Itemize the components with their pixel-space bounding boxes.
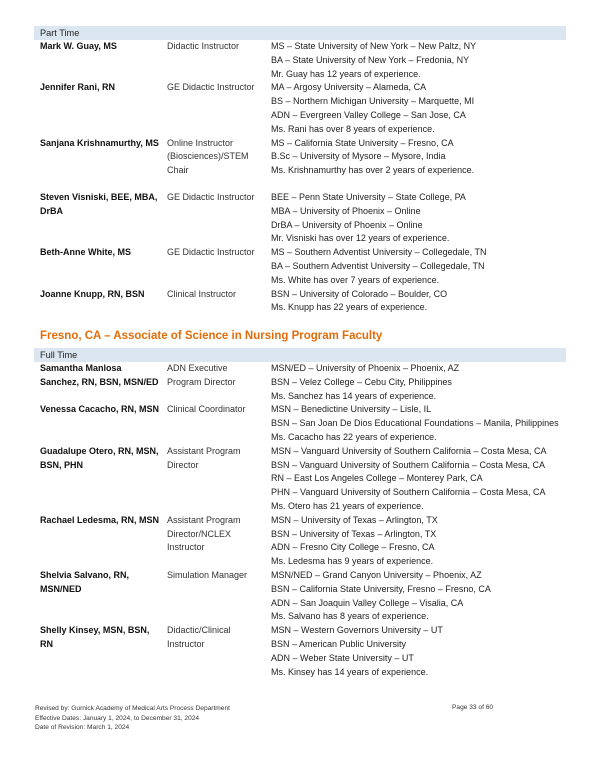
faculty-credentials-line: BSN – American Public University bbox=[271, 638, 407, 649]
section-title: Fresno, CA – Associate of Science in Nursing Program Faculty bbox=[40, 330, 383, 342]
faculty-credentials bbox=[271, 81, 581, 136]
faculty-credentials-line: MS – State University of New York – New Paltz, NY bbox=[271, 41, 477, 51]
faculty-credentials-line: Ms. Salvano has 8 years of experience. bbox=[271, 611, 429, 622]
faculty-credentials-line: BSN – San Joan De Dios Educational Foundations – Manila, Philippines bbox=[271, 418, 559, 429]
faculty-credentials bbox=[271, 514, 581, 569]
footer-revised-by: Revised by: Gurnick Academy of Medical Arts Process Department bbox=[35, 705, 230, 712]
faculty-name-line: Sanchez, RN, BSN, MSN/ED bbox=[40, 376, 159, 387]
faculty-name-line: Steven Visniski, BEE, MBA, bbox=[40, 192, 158, 202]
faculty-name-line: Shelly Kinsey, MSN, BSN, bbox=[40, 625, 150, 636]
faculty-credentials-line: BSN – Velez College – Cebu City, Philippines bbox=[271, 376, 452, 387]
faculty-name bbox=[40, 288, 165, 302]
faculty-name bbox=[40, 445, 165, 473]
faculty-role-line: GE Didactic Instructor bbox=[167, 192, 255, 202]
faculty-credentials-line: BSN – California State University, Fresno – Fresno, CA bbox=[271, 583, 491, 594]
faculty-role-line: Chair bbox=[167, 165, 189, 176]
faculty-name-line: DrBA bbox=[40, 205, 64, 216]
faculty-role bbox=[167, 40, 267, 54]
faculty-role-line: Assistant Program bbox=[167, 514, 241, 525]
faculty-credentials-line: MSN – University of Texas – Arlington, TX bbox=[271, 514, 438, 525]
faculty-credentials-line: Ms. Rani has over 8 years of experience. bbox=[271, 123, 435, 134]
faculty-role-line: Clinical Instructor bbox=[167, 288, 237, 299]
faculty-name bbox=[40, 569, 165, 597]
faculty-credentials-line: Ms. Cacacho has 22 years of experience. bbox=[271, 431, 437, 442]
faculty-role-line: GE Didactic Instructor bbox=[167, 82, 255, 93]
faculty-credentials bbox=[271, 403, 581, 444]
faculty-name bbox=[40, 624, 165, 652]
full-time-band: Full Time bbox=[34, 348, 566, 362]
faculty-credentials-line: Ms. Knupp has 22 years of experience. bbox=[271, 302, 428, 313]
faculty-credentials-line: BA – State University of New York – Fredonia, NY bbox=[271, 54, 470, 65]
faculty-name-line: BSN, PHN bbox=[40, 459, 84, 470]
faculty-role-line: ADN Executive bbox=[167, 363, 228, 373]
faculty-name-line: Joanne Knupp, RN, BSN bbox=[40, 288, 145, 299]
faculty-role bbox=[167, 81, 267, 95]
faculty-credentials-line: ADN – Weber State University – UT bbox=[271, 652, 414, 663]
faculty-name-line: Venessa Cacacho, RN, MSN bbox=[40, 404, 160, 415]
footer-effective-dates: Effective Dates: January 1, 2024, to December 31, 2024 bbox=[35, 714, 200, 722]
faculty-role-line: Simulation Manager bbox=[167, 570, 248, 580]
faculty-name-line: Rachael Ledesma, RN, MSN bbox=[40, 514, 160, 525]
faculty-role-line: Assistant Program bbox=[167, 445, 241, 456]
part-time-band: Part Time bbox=[34, 26, 566, 40]
faculty-credentials bbox=[271, 288, 581, 316]
faculty-role-line: Didactic/Clinical bbox=[167, 625, 231, 636]
faculty-name-line: Mark W. Guay, MS bbox=[40, 41, 117, 51]
faculty-role-line: Instructor bbox=[167, 638, 205, 649]
faculty-credentials-line: Ms. Ledesma has 9 years of experience. bbox=[271, 556, 434, 567]
faculty-role bbox=[167, 624, 267, 652]
faculty-credentials-line: MSN – Western Governors University – UT bbox=[271, 625, 443, 636]
faculty-credentials-line: MA – Argosy University – Alameda, CA bbox=[271, 82, 427, 93]
faculty-name-line: RN bbox=[40, 638, 53, 649]
faculty-credentials-line: Ms. Kinsey has 14 years of experience. bbox=[271, 666, 429, 677]
faculty-credentials-line: RN – East Los Angeles College – Monterey Park, CA bbox=[271, 473, 483, 484]
faculty-credentials-line: MSN/ED – University of Phoenix – Phoenix, AZ bbox=[271, 363, 460, 373]
faculty-name bbox=[40, 403, 165, 417]
faculty-credentials-line: MBA – University of Phoenix – Online bbox=[271, 205, 421, 216]
faculty-name bbox=[40, 246, 165, 260]
faculty-credentials-line: BSN – University of Colorado – Boulder, CO bbox=[271, 288, 448, 299]
faculty-role bbox=[167, 445, 267, 473]
faculty-role bbox=[167, 191, 267, 205]
faculty-name-line: Shelvia Salvano, RN, bbox=[40, 570, 130, 580]
footer-revision-date: Date of Revision: March 1, 2024 bbox=[35, 724, 130, 731]
faculty-credentials-line: DrBA – University of Phoenix – Online bbox=[271, 219, 423, 230]
faculty-credentials-line: MS – California State University – Fresno, CA bbox=[271, 137, 454, 148]
faculty-credentials bbox=[271, 137, 581, 178]
faculty-role-line: Online Instructor bbox=[167, 137, 234, 148]
faculty-credentials-line: ADN – San Joaquin Valley College – Visalia, CA bbox=[271, 597, 464, 608]
faculty-credentials-line: Ms. Krishnamurthy has over 2 years of experience. bbox=[271, 165, 475, 176]
faculty-role bbox=[167, 246, 267, 260]
faculty-name-line: Jennifer Rani, RN bbox=[40, 82, 116, 93]
faculty-credentials-line: BSN – University of Texas – Arlington, TX bbox=[271, 528, 437, 539]
faculty-credentials bbox=[271, 191, 581, 246]
faculty-name bbox=[40, 40, 165, 54]
page-number: Page 33 of 60 bbox=[452, 704, 494, 711]
faculty-credentials-line: ADN – Evergreen Valley College – San Jose, CA bbox=[271, 109, 466, 120]
faculty-credentials-line: BEE – Penn State University – State College, PA bbox=[271, 192, 466, 202]
faculty-credentials-line: BA – Southern Adventist University – Collegedale, TN bbox=[271, 260, 485, 271]
faculty-credentials-line: B.Sc – University of Mysore – Mysore, India bbox=[271, 151, 446, 162]
faculty-credentials-line: Ms. White has over 7 years of experience. bbox=[271, 274, 440, 285]
faculty-name-line: MSN/NED bbox=[40, 583, 82, 594]
faculty-name bbox=[40, 514, 165, 528]
faculty-credentials-line: ADN – Fresno City College – Fresno, CA bbox=[271, 542, 435, 553]
faculty-name bbox=[40, 191, 165, 219]
faculty-credentials-line: PHN – Vanguard University of Southern California – Costa Mesa, CA bbox=[271, 487, 546, 498]
faculty-credentials bbox=[271, 445, 581, 514]
page-footer bbox=[35, 704, 230, 733]
faculty-name-line: Guadalupe Otero, RN, MSN, bbox=[40, 445, 159, 456]
faculty-role-line: (Biosciences)/STEM bbox=[167, 151, 249, 162]
faculty-role bbox=[167, 137, 267, 178]
faculty-credentials-line: BS – Northern Michigan University – Marquette, MI bbox=[271, 96, 475, 107]
faculty-name bbox=[40, 362, 165, 390]
faculty-role-line: Director bbox=[167, 459, 199, 470]
faculty-credentials-line: Ms. Sanchez has 14 years of experience. bbox=[271, 390, 437, 401]
faculty-credentials-line: Mr. Guay has 12 years of experience. bbox=[271, 68, 421, 79]
faculty-role-line: Instructor bbox=[167, 542, 205, 553]
faculty-role-line: Clinical Coordinator bbox=[167, 404, 246, 415]
faculty-credentials bbox=[271, 624, 581, 679]
faculty-name-line: Sanjana Krishnamurthy, MS bbox=[40, 137, 159, 148]
faculty-role bbox=[167, 569, 267, 583]
faculty-credentials bbox=[271, 362, 581, 403]
faculty-role bbox=[167, 403, 267, 417]
faculty-name bbox=[40, 137, 165, 151]
faculty-name bbox=[40, 81, 165, 95]
faculty-credentials bbox=[271, 40, 581, 81]
faculty-name-line: Samantha Manlosa bbox=[40, 363, 122, 373]
faculty-role-line: Didactic Instructor bbox=[167, 41, 240, 51]
faculty-credentials-line: MS – Southern Adventist University – Collegedale, TN bbox=[271, 247, 487, 258]
faculty-role bbox=[167, 514, 267, 555]
faculty-name-line: Beth-Anne White, MS bbox=[40, 247, 131, 258]
faculty-credentials bbox=[271, 569, 581, 624]
faculty-role-line: Director/NCLEX bbox=[167, 528, 232, 539]
faculty-credentials bbox=[271, 246, 581, 287]
faculty-role bbox=[167, 362, 267, 390]
faculty-credentials-line: MSN/NED – Grand Canyon University – Phoenix, AZ bbox=[271, 570, 482, 580]
faculty-credentials-line: MSN – Benedictine University – Lisle, IL bbox=[271, 404, 432, 415]
faculty-credentials-line: MSN – Vanguard University of Southern California – Costa Mesa, CA bbox=[271, 445, 547, 456]
faculty-role-line: GE Didactic Instructor bbox=[167, 247, 255, 258]
faculty-credentials-line: Ms. Otero has 21 years of experience. bbox=[271, 500, 424, 511]
faculty-credentials-line: Mr. Visniski has over 12 years of experience. bbox=[271, 233, 450, 244]
faculty-credentials-line: BSN – Vanguard University of Southern California – Costa Mesa, CA bbox=[271, 459, 545, 470]
faculty-role bbox=[167, 288, 267, 302]
faculty-role-line: Program Director bbox=[167, 376, 236, 387]
